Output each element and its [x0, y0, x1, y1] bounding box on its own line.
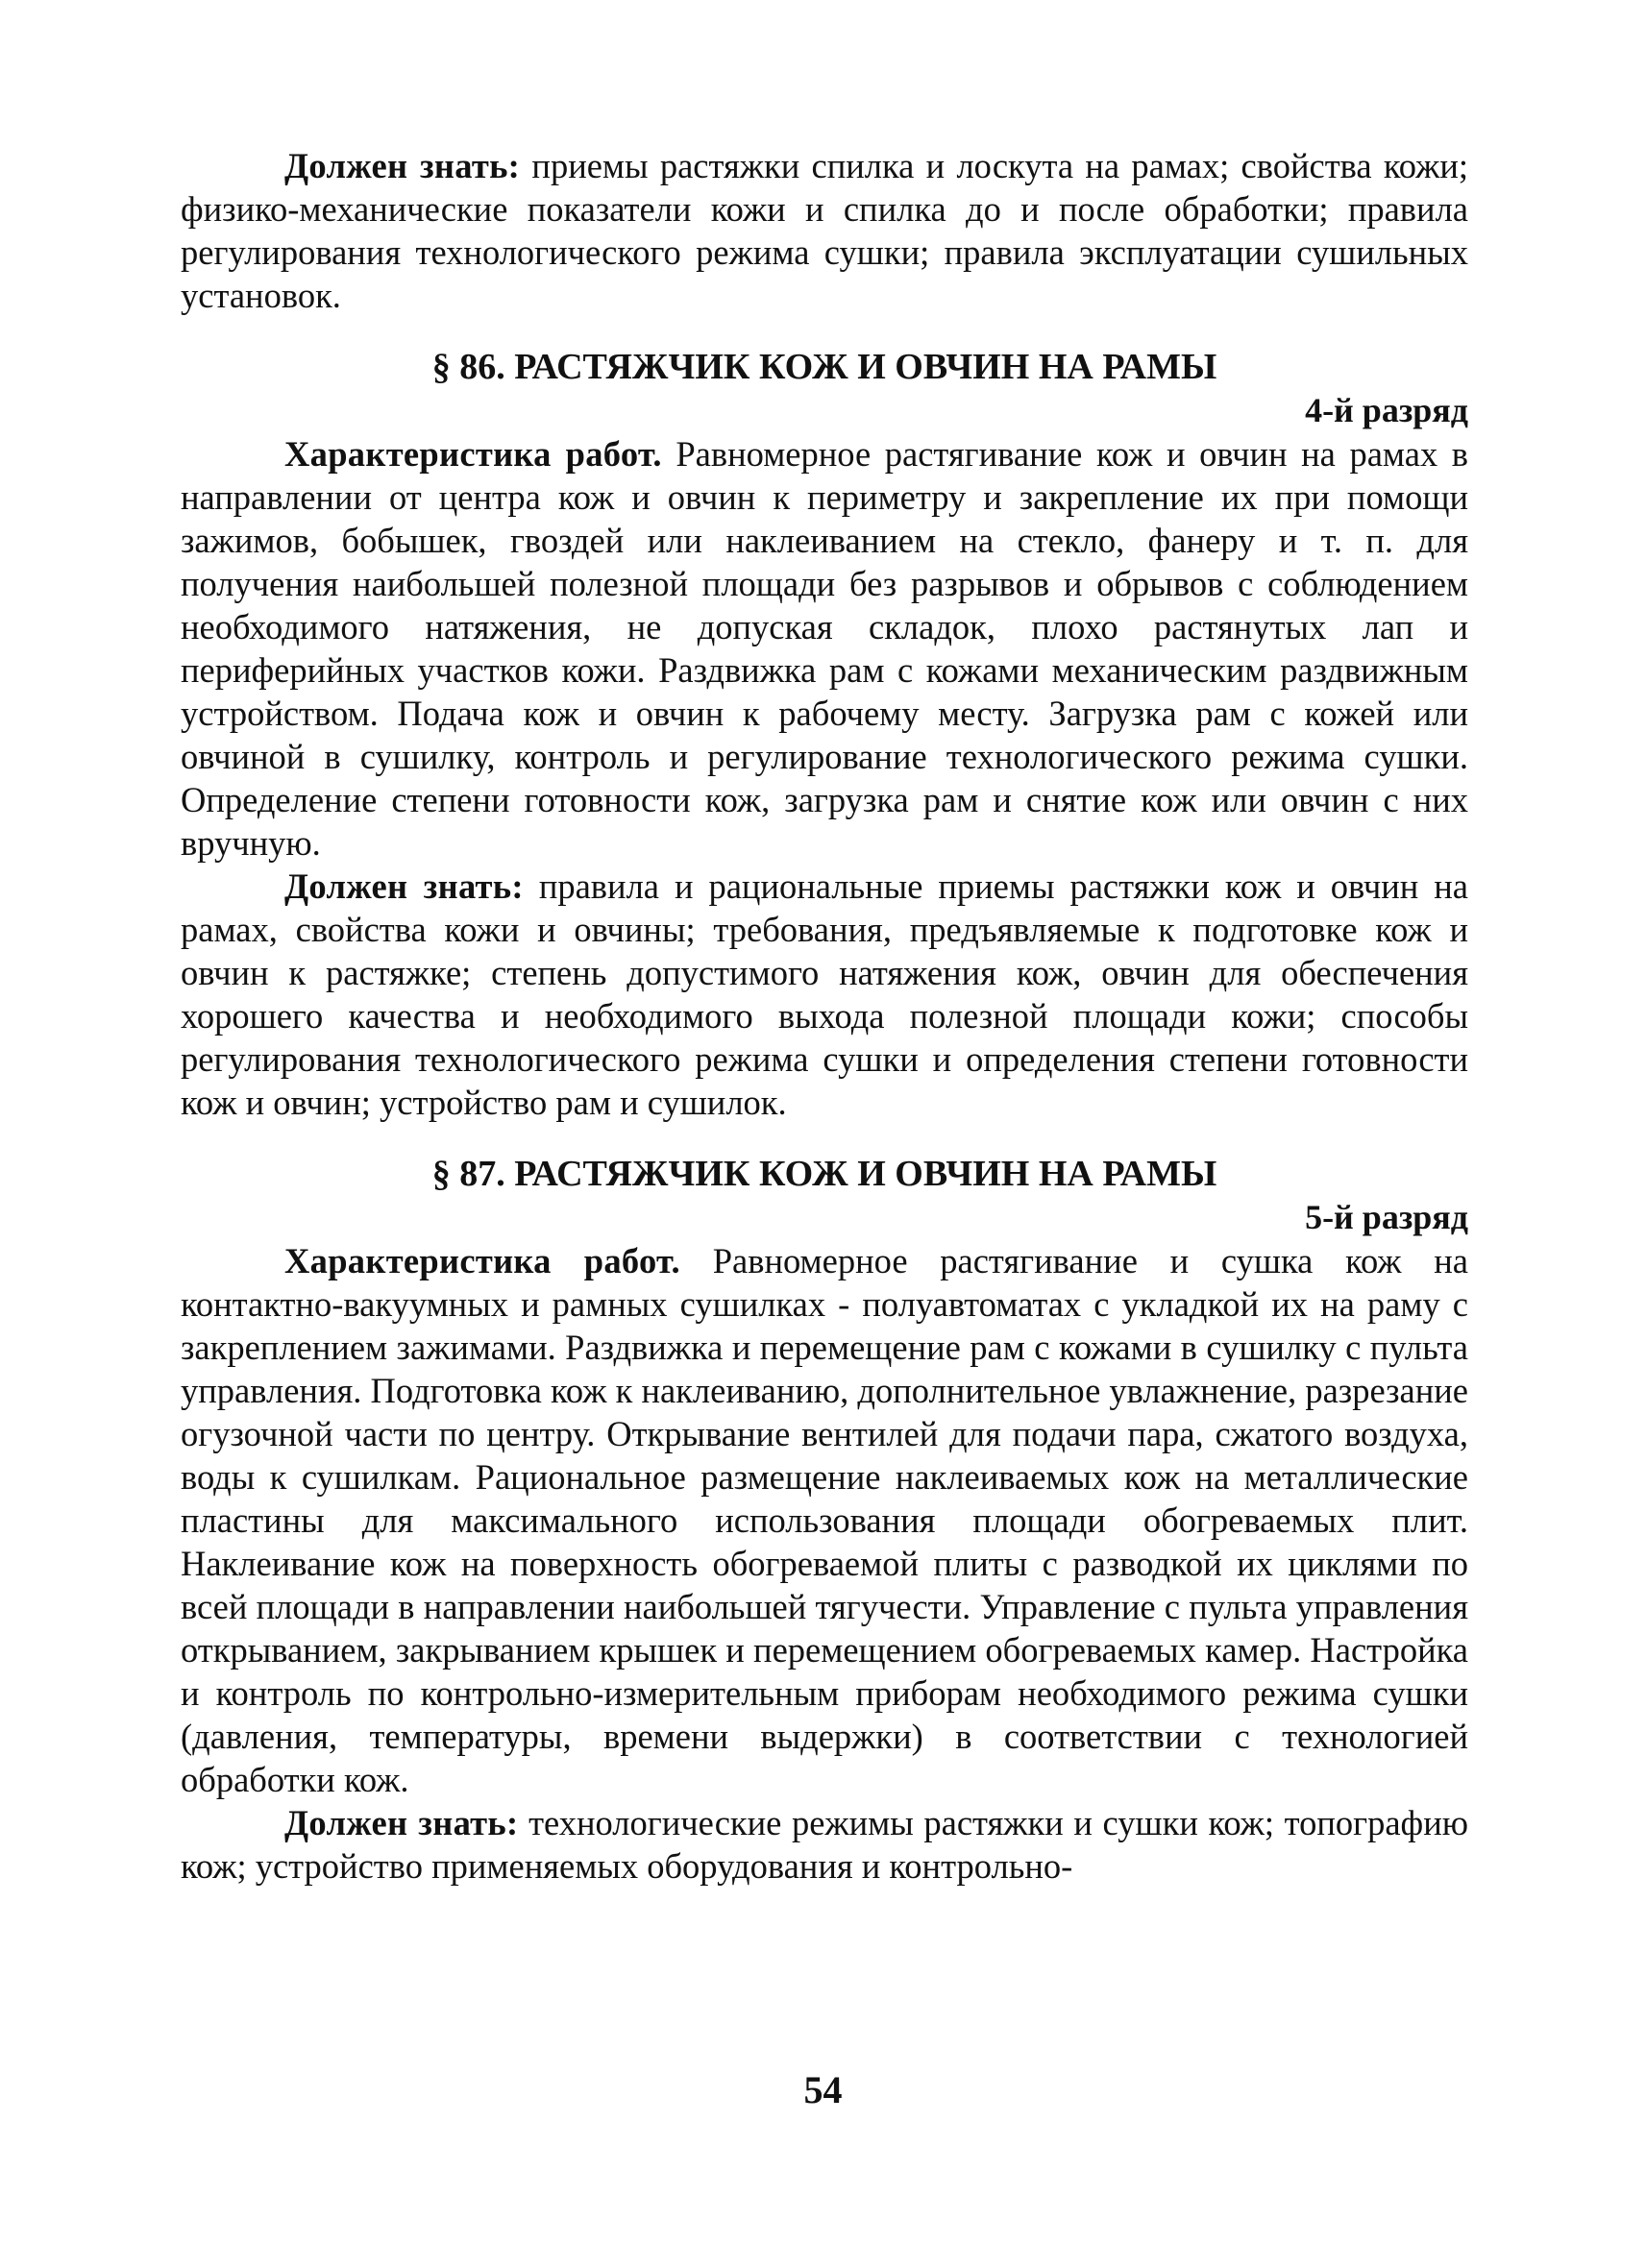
section-87-heading: § 87. РАСТЯЖЧИК КОЖ И ОВЧИН НА РАМЫ — [431, 1154, 1217, 1194]
knowledge-text: правила и рациональные приемы растяжки кож и овчин на рамах, свойства кожи и овчины; требования, предъявляемые к подготовке кож и овчин к растяжке; степень допустимого натяжения кож, овчин для обеспечения хорошего качества и необходимого выхода полезной площади кожи; способы регулирования технологического режима сушки и определения степени готовности кож и овчин; устройство рам и сушилок. — [181, 866, 1468, 1122]
knowledge-text: технологические режимы растяжки и сушки кож; топографию кож; устройство применяемых оборудования и контрольно- — [181, 1803, 1468, 1886]
top-knowledge-paragraph — [181, 144, 1468, 317]
section-86-grade: 4-й разряд — [1305, 391, 1468, 429]
section-87-work-paragraph — [181, 1239, 1468, 1801]
section-86-work-paragraph — [181, 432, 1468, 865]
knowledge-lead: Должен знать: — [284, 866, 524, 906]
section-87-knowledge-paragraph — [181, 1801, 1468, 1888]
document-page — [181, 144, 1468, 1888]
work-lead: Характеристика работ. — [284, 434, 662, 474]
work-text: Равномерное растягивание кож и овчин на рамах в направлении от центра кож и овчин к периметру и закрепление их при помощи зажимов, бобышек, гвоздей или наклеиванием на стекло, фанеру и т. п. для получения наибольшей полезной площади без разрывов и обрывов с соблюдением необходимого натяжения, не допуская складок, плохо растянутых лап и периферийных участков кожи. Раздвижка рам с кожами механическим раздвижным устройством. Подача кож и овчин к рабочему месту. Загрузка рам с кожей или овчиной в сушилку, контроль и регулирование технологического режима сушки. Определение степени готовности кож, загрузка рам и снятие кож или овчин с них вручную. — [181, 434, 1469, 863]
section-87-grade: 5-й разряд — [1305, 1198, 1468, 1236]
work-text: Равномерное растягивание и сушка кож на контактно-вакуумных и рамных сушилках - полуавтоматах с укладкой их на раму с закреплением зажимами. Раздвижка и перемещение рам с кожами в сушилку с пульта управления. Подготовка кож к наклеиванию, дополнительное увлажнение, разрезание огузочной части по центру. Открывание вентилей для подачи пара, сжатого воздуха, воды к сушилкам. Рациональное размещение наклеиваемых кож на металлические пластины для максимального использования площади обогреваемых плит. Наклеивание кож на поверхность обогреваемой плиты с разводкой их циклями по всей площади в направлении наибольшей тягучести. Управление с пульта управления открыванием, закрыванием крышек и перемещением обогреваемых камер. Настройка и контроль по контрольно-измерительным приборам необходимого режима сушки (давления, температуры, времени выдержки) в соответствии с технологией обработки кож. — [181, 1241, 1468, 1799]
section-86-heading: § 86. РАСТЯЖЧИК КОЖ И ОВЧИН НА РАМЫ — [431, 347, 1217, 387]
section-86-knowledge-paragraph — [181, 865, 1468, 1124]
work-lead: Характеристика работ. — [284, 1241, 680, 1280]
knowledge-text: приемы растяжки спилка и лоскута на рамах; свойства кожи; физико-механические показатели кожи и спилка до и после обработки; правила регулирования технологического режима сушки; правила эксплуатации сушильных установок. — [181, 146, 1468, 315]
knowledge-lead: Должен знать: — [284, 146, 521, 185]
page-number: 54 — [803, 2068, 843, 2111]
knowledge-lead: Должен знать: — [284, 1803, 519, 1842]
